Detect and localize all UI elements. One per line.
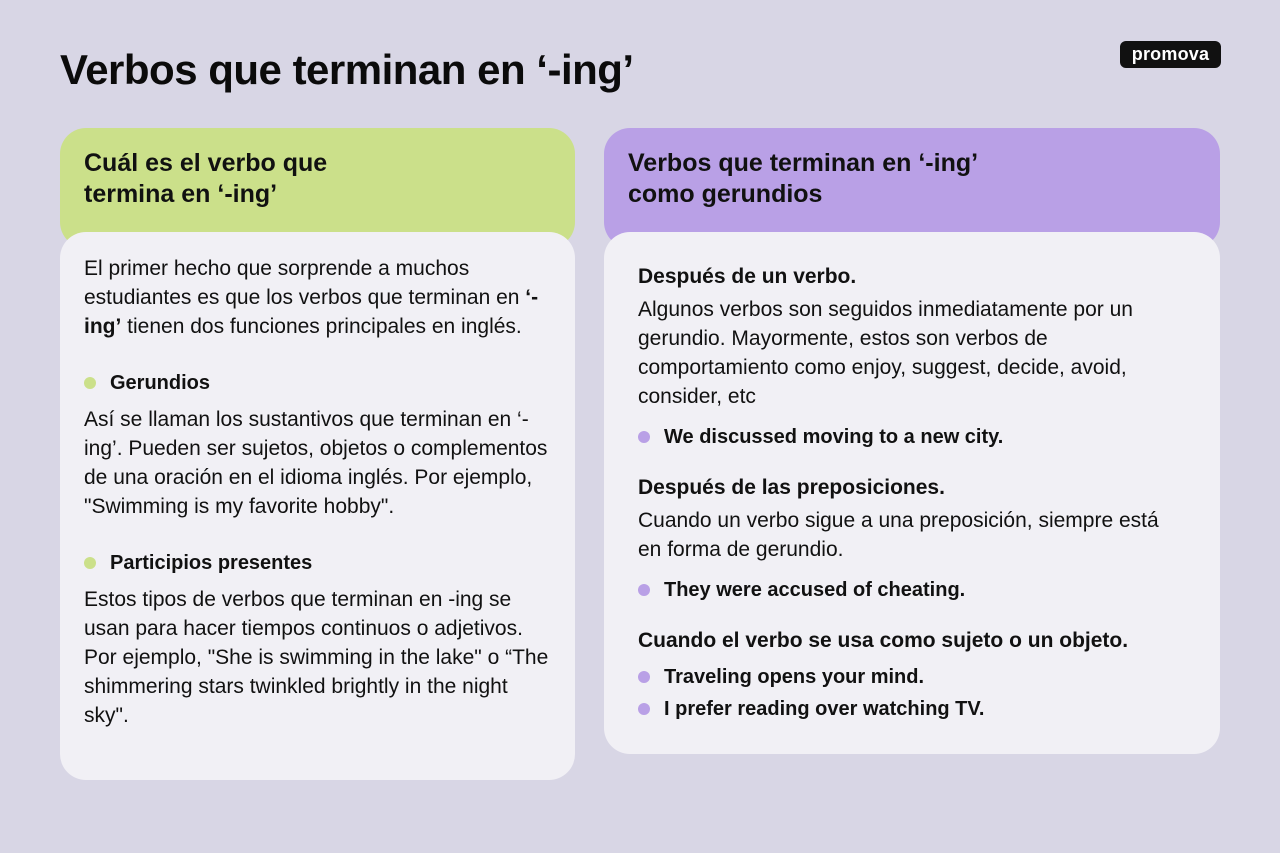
gerundios-text: Así se llaman los sustantivos que terminan en ‘-ing’. Pueden ser sujetos, objetos o complementos de una oración en el idioma inglés. Por ejemplo, "Swimming is my favorite hobby". [84,408,548,518]
promova-logo: promova [1120,41,1221,68]
bullet-dot-icon [84,377,96,389]
page-title: Verbos que terminan en ‘-ing’ [60,46,634,93]
right-card-heading: Verbos que terminan en ‘-ing’ como gerundios [604,128,1220,248]
participios-label: Participios presentes [110,552,313,574]
bullet-dot-icon [638,584,650,596]
participios-heading [84,549,551,577]
bullet-dot-icon [638,703,650,715]
intro-text-bold: ‘-ing’ [84,286,539,338]
left-intro [84,254,551,341]
section-text-after-verb: Algunos verbos son seguidos inmediatamente por un gerundio. Mayormente, estos son verbos de comportamiento como enjoy, suggest, decide, avoid, consider, etc [638,298,1133,408]
bullet-dot-icon [638,431,650,443]
section-title-after-verb: Después de un verbo. [638,265,857,288]
participios-text: Estos tipos de verbos que terminan en -ing se usan para hacer tiempos continuos o adjetivos. Por ejemplo, "She is swimming in the lake" o “The shimmering stars twinkled brightly in the night sky". [84,588,549,727]
right-card-body [604,232,1220,754]
example-text: Traveling opens your mind. [664,666,925,688]
left-card-body [60,232,575,780]
intro-text-start: El primer hecho que sorprende a muchos estudiantes es que los verbos que terminan en [84,257,526,309]
section-text-after-preposition: Cuando un verbo sigue a una preposición, siempre está en forma de gerundio. [638,509,1159,561]
example-text: We discussed moving to a new city. [664,426,1004,448]
intro-text-end: tienen dos funciones principales en inglés. [121,315,522,338]
section-title-subject-object: Cuando el verbo se usa como sujeto o un objeto. [638,629,1129,652]
example-item [638,423,1186,451]
example-text: I prefer reading over watching TV. [664,698,985,720]
gerundios-heading [84,369,551,397]
gerundios-label: Gerundios [110,372,211,394]
section-title-after-preposition: Después de las preposiciones. [638,476,945,499]
example-item [638,663,1186,691]
example-item [638,695,1186,723]
example-item [638,576,1186,604]
bullet-dot-icon [84,557,96,569]
left-card-heading: Cuál es el verbo que termina en ‘-ing’ [60,128,575,248]
example-text: They were accused of cheating. [664,579,966,601]
bullet-dot-icon [638,671,650,683]
